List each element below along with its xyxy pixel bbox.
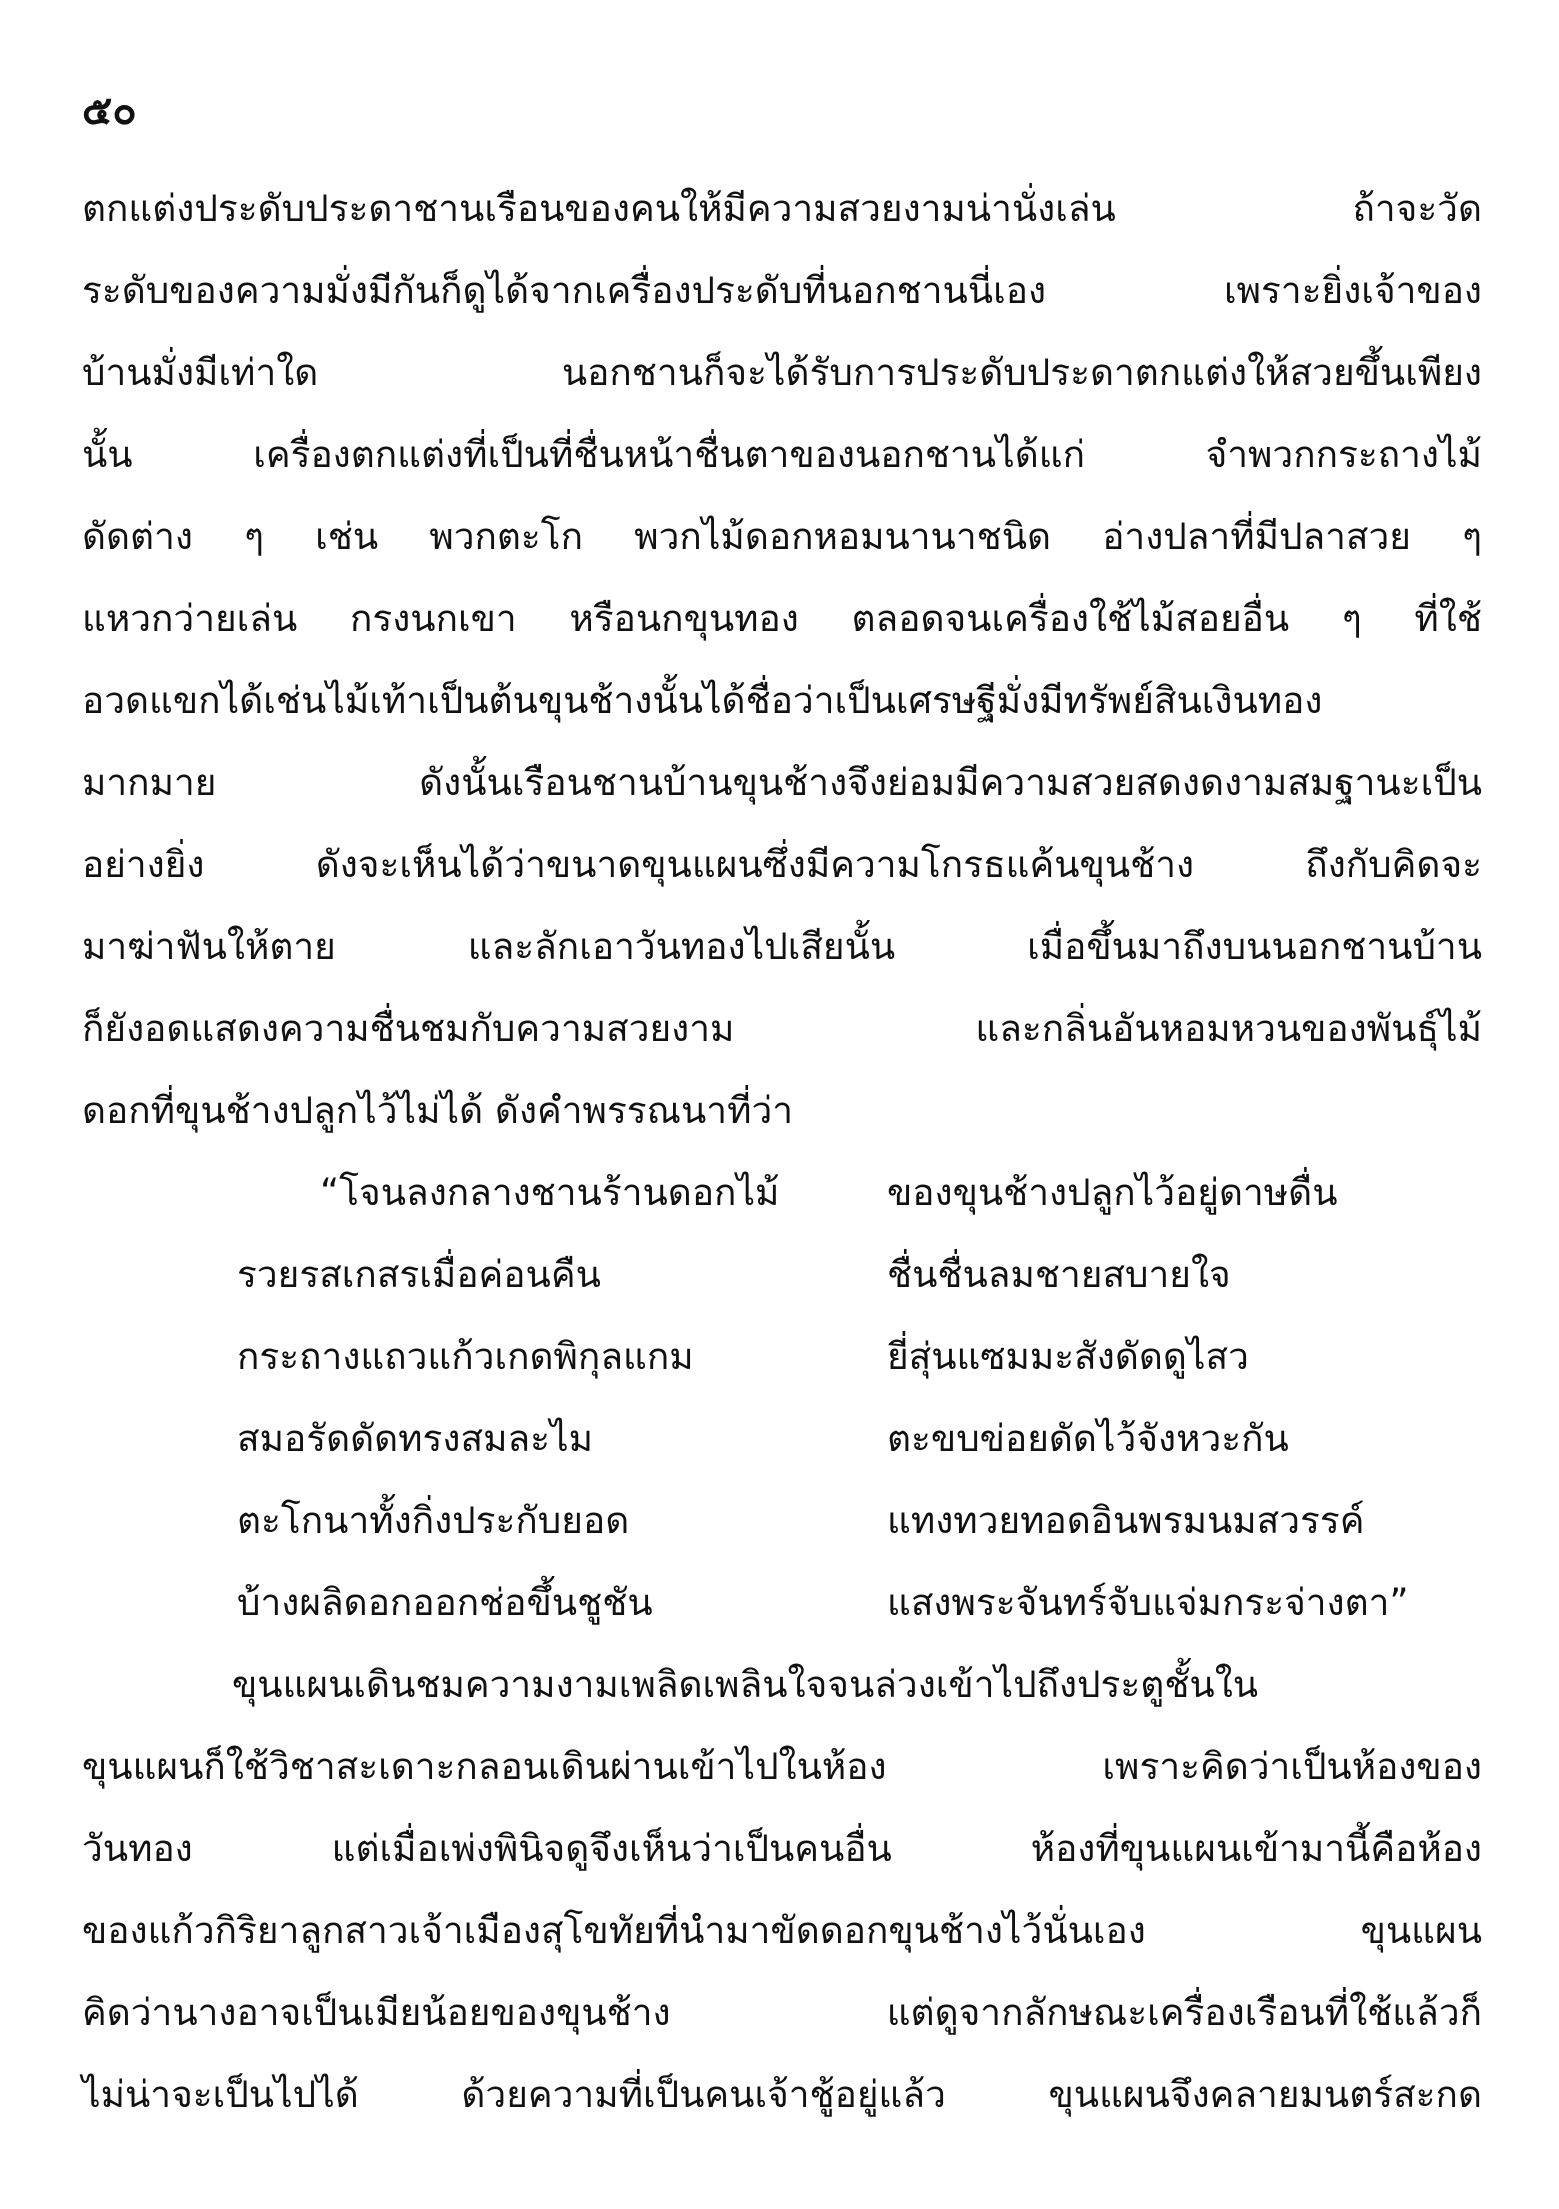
text-line: ขุนแผนก็ใช้วิชาสะเดาะกลอนเดินผ่านเข้าไปในห้อง เพราะคิดว่าเป็นห้องของ <box>82 1745 1482 1788</box>
poem-verse <box>82 1152 1482 1234</box>
poem-second-half: ตะขบข่อยดัดไว้จังหวะกัน <box>887 1417 1289 1460</box>
poem-first-half: สมอรัดดัดทรงสมละไม <box>237 1417 593 1460</box>
poem-verse <box>82 1316 1482 1398</box>
poem-second-half: แทงทวยทอดอินพรมนมสวรรค์ <box>887 1499 1365 1542</box>
text-line: คิดว่านางอาจเป็นเมียน้อยของขุนช้าง แต่ดูจากลักษณะเครื่องเรือนที่ใช้แล้วก็ <box>82 1991 1482 2034</box>
poem-first-half: บ้างผลิดอกออกช่อขึ้นชูชัน <box>237 1581 653 1624</box>
text-line: ไม่น่าจะเป็นไปได้ ด้วยความที่เป็นคนเจ้าชู้อยู่แล้ว ขุนแผนจึงคลายมนตร์สะกด <box>82 2073 1482 2116</box>
poem-first-half: ตะโกนาทั้งกิ่งประกับยอด <box>237 1499 630 1542</box>
text-line: ตกแต่งประดับประดาชานเรือนของคนให้มีความสวยงามน่านั่งเล่น ถ้าจะวัด <box>82 187 1482 230</box>
text-line: ดอกที่ขุนช้างปลูกไว้ไม่ได้ ดังคำพรรณนาที่ว่า <box>82 1089 794 1132</box>
page-number: ๕๐ <box>82 88 137 134</box>
poem-block <box>82 1152 1482 1644</box>
text-line: ก็ยังอดแสดงความชื่นชมกับความสวยงาม และกลิ่นอันหอมหวนของพันธุ์ไม้ <box>82 1007 1482 1050</box>
text-line: มาฆ่าฟันให้ตาย และลักเอาวันทองไปเสียนั้น เมื่อขึ้นมาถึงบนนอกชานบ้าน <box>82 925 1482 968</box>
poem-verse <box>82 1398 1482 1480</box>
text-line: อวดแขกได้เช่นไม้เท้าเป็นต้นขุนช้างนั้นได้ชื่อว่าเป็นเศรษฐีมั่งมีทรัพย์สินเงินทอง <box>82 679 1323 722</box>
text-line: แหวกว่ายเล่น กรงนกเขา หรือนกขุนทอง ตลอดจนเครื่องใช้ไม้สอยอื่น ๆ ที่ใช้ <box>82 597 1482 640</box>
text-line: ของแก้วกิริยาลูกสาวเจ้าเมืองสุโขทัยที่นำมาขัดดอกขุนช้างไว้นั่นเอง ขุนแผน <box>82 1909 1482 1952</box>
poem-verse <box>82 1234 1482 1316</box>
text-line: มากมาย ดังนั้นเรือนชานบ้านขุนช้างจึงย่อมมีความสวยสดงดงามสมฐานะเป็น <box>82 761 1482 804</box>
poem-verse <box>82 1562 1482 1644</box>
poem-first-half: “โจนลงกลางชานร้านดอกไม้ <box>320 1171 780 1214</box>
text-line: วันทอง แต่เมื่อเพ่งพินิจดูจึงเห็นว่าเป็นคนอื่น ห้องที่ขุนแผนเข้ามานี้คือห้อง <box>82 1827 1482 1870</box>
paragraph-1 <box>82 168 1482 1152</box>
poem-second-half: ของขุนช้างปลูกไว้อยู่ดาษดื่น <box>887 1171 1338 1214</box>
text-line: ดัดต่าง ๆ เช่น พวกตะโก พวกไม้ดอกหอมนานาชนิด อ่างปลาที่มีปลาสวย ๆ <box>82 515 1482 558</box>
poem-second-half: ยี่สุ่นแซมมะสังดัดดูไสว <box>887 1335 1249 1378</box>
text-line: ระดับของความมั่งมีกันก็ดูได้จากเครื่องประดับที่นอกชานนี่เอง เพราะยิ่งเจ้าของ <box>82 269 1482 312</box>
poem-second-half: ชื่นชื่นลมชายสบายใจ <box>887 1253 1231 1296</box>
poem-first-half: รวยรสเกสรเมื่อค่อนคืน <box>237 1253 601 1296</box>
poem-second-half: แสงพระจันทร์จับแจ่มกระจ่างตา” <box>887 1581 1409 1624</box>
paragraph-2 <box>82 1644 1482 2136</box>
text-line: อย่างยิ่ง ดังจะเห็นได้ว่าขนาดขุนแผนซึ่งมีความโกรธแค้นขุนช้าง ถึงกับคิดจะ <box>82 843 1482 886</box>
poem-verse <box>82 1480 1482 1562</box>
text-line: บ้านมั่งมีเท่าใด นอกชานก็จะได้รับการประดับประดาตกแต่งให้สวยขึ้นเพียง <box>82 351 1482 394</box>
text-line: ขุนแผนเดินชมความงามเพลิดเพลินใจจนล่วงเข้าไปถึงประตูชั้นใน <box>232 1663 1259 1706</box>
text-line: นั้น เครื่องตกแต่งที่เป็นที่ชื่นหน้าชื่นตาของนอกชานได้แก่ จำพวกกระถางไม้ <box>82 433 1482 476</box>
body-text <box>82 168 1482 2136</box>
poem-first-half: กระถางแถวแก้วเกดพิกุลแกม <box>237 1335 694 1378</box>
